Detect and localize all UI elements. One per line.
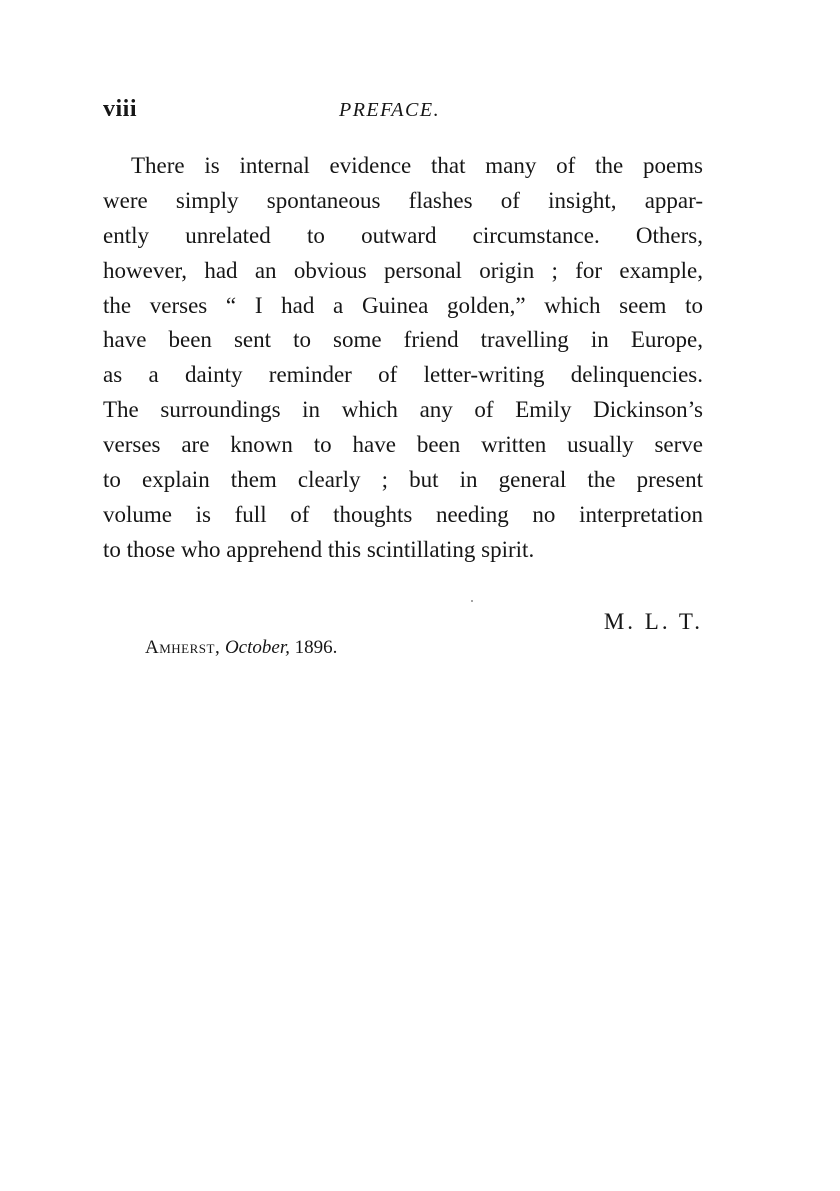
dateline	[145, 637, 337, 659]
running-head	[103, 96, 703, 132]
text-line: There is internal evidence that many of the poems	[131, 153, 703, 178]
text-line: have been sent to some friend travelling in Europe,	[103, 327, 703, 353]
text-line: were simply spontaneous flashes of insight, appar-	[103, 187, 703, 213]
text-line: volume is full of thoughts needing no interpretation	[103, 501, 703, 527]
ink-speck	[471, 600, 473, 602]
text-line: to those who apprehend this scintillating spirit.	[103, 536, 535, 562]
dateline-place: Amherst,	[145, 637, 221, 658]
page-number: viii	[103, 96, 138, 122]
text-line: however, had an obvious personal origin ; for example,	[103, 257, 703, 283]
text-line: to explain them clearly ; but in general the present	[103, 467, 703, 493]
running-title: PREFACE.	[339, 99, 441, 121]
text-line: verses are known to have been written usually serve	[103, 432, 703, 458]
author-initials: M. L. T.	[603, 609, 703, 634]
text-line: the verses “ I had a Guinea golden,” which seem to	[103, 292, 703, 318]
dateline-year: 1896.	[294, 637, 338, 658]
text-line: ently unrelated to outward circumstance. Others,	[103, 222, 703, 248]
text-line: as a dainty reminder of letter-writing delinquencies.	[103, 362, 703, 388]
text-line: The surroundings in which any of Emily Dickinson’s	[103, 397, 703, 423]
preface-paragraph	[103, 149, 703, 568]
dateline-month: October,	[224, 637, 290, 658]
